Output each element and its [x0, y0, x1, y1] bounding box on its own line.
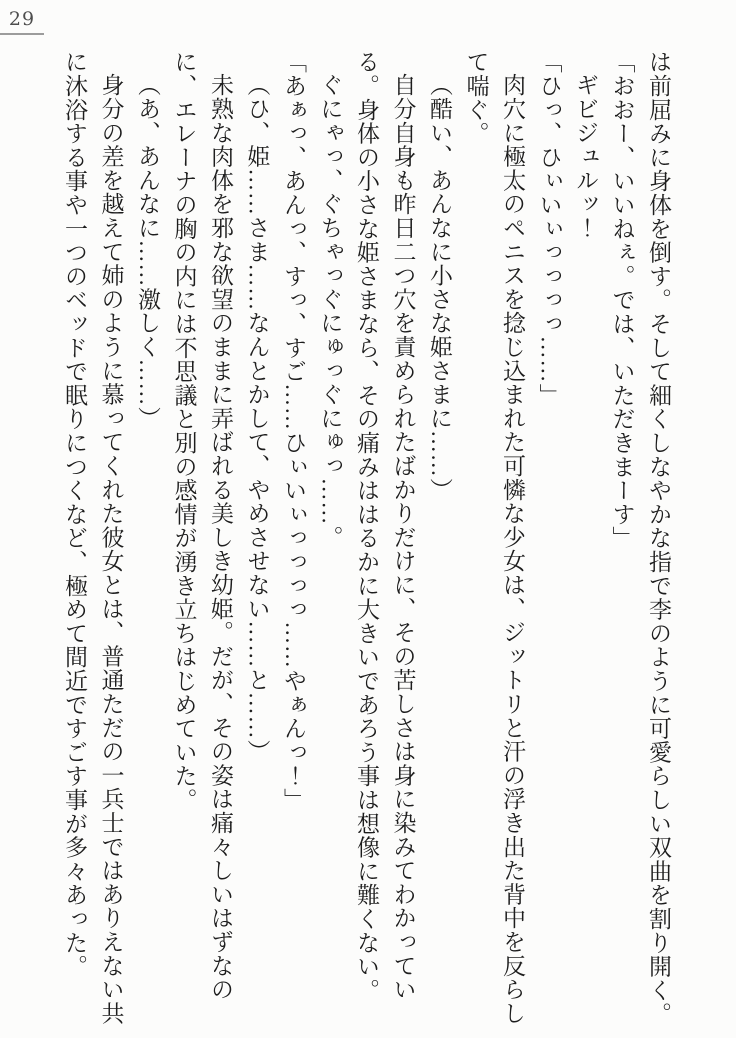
page-number: 29 [0, 8, 44, 35]
paragraph: 「おおー、いいねぇ。では、いただきまーす」 [609, 50, 635, 550]
paragraph: （ひ、姫……さま……なんとかして、やめさせない……と……） [244, 73, 270, 764]
paragraph: ぐにゃっ、ぐちゃっぐにゅっぐにゅっ……。 [317, 73, 343, 549]
paragraph: ギビジュルッ！ [573, 73, 598, 240]
page-text [56, 50, 677, 1027]
paragraph: 「ひっ、ひぃいぃっっっっ……」 [536, 50, 562, 407]
paragraph: は前屈みに身体を倒す。そして細くしなやかな指で李のように可愛らしい双曲を割り開く。 [646, 50, 671, 1026]
paragraph: （あ、あんなに……激しく……） [135, 73, 160, 430]
paragraph: （酷い、あんなに小さな姫さまに……） [427, 73, 452, 502]
paragraph: 肉穴に極太のペニスを捻じ込まれた可憐な少女は、ジットリと汗の浮き出た背中を反らして喘ぐ。 [463, 50, 525, 1025]
paragraph: 未熟な肉体を邪な欲望のままに弄ばれる美しき幼姫。だが、その姿は痛々しいはずなのに、エレーナの胸の内には不思議と別の感情が湧き立ちはじめていた。 [171, 50, 233, 1002]
paragraph: 身分の差を越えて姉のように慕ってくれた彼女とは、普通ただの一兵士ではありえない共に沐浴する事や一つのベッドで眠りにつくなど、極めて間近ですごす事が多々あった。 [62, 50, 124, 1025]
paragraph: 「あぁっ、あんっ、すっ、すご……ひぃいぃっっっっ……やぁんっ！」 [281, 50, 306, 812]
paragraph: 自分自身も昨日二つ穴を責められたばかりだけに、その苦しさは身に染みてわかっている。身体の小さな姫さまなら、その痛みははるかに大きいであろう事は想像に難くない。 [354, 50, 416, 1002]
